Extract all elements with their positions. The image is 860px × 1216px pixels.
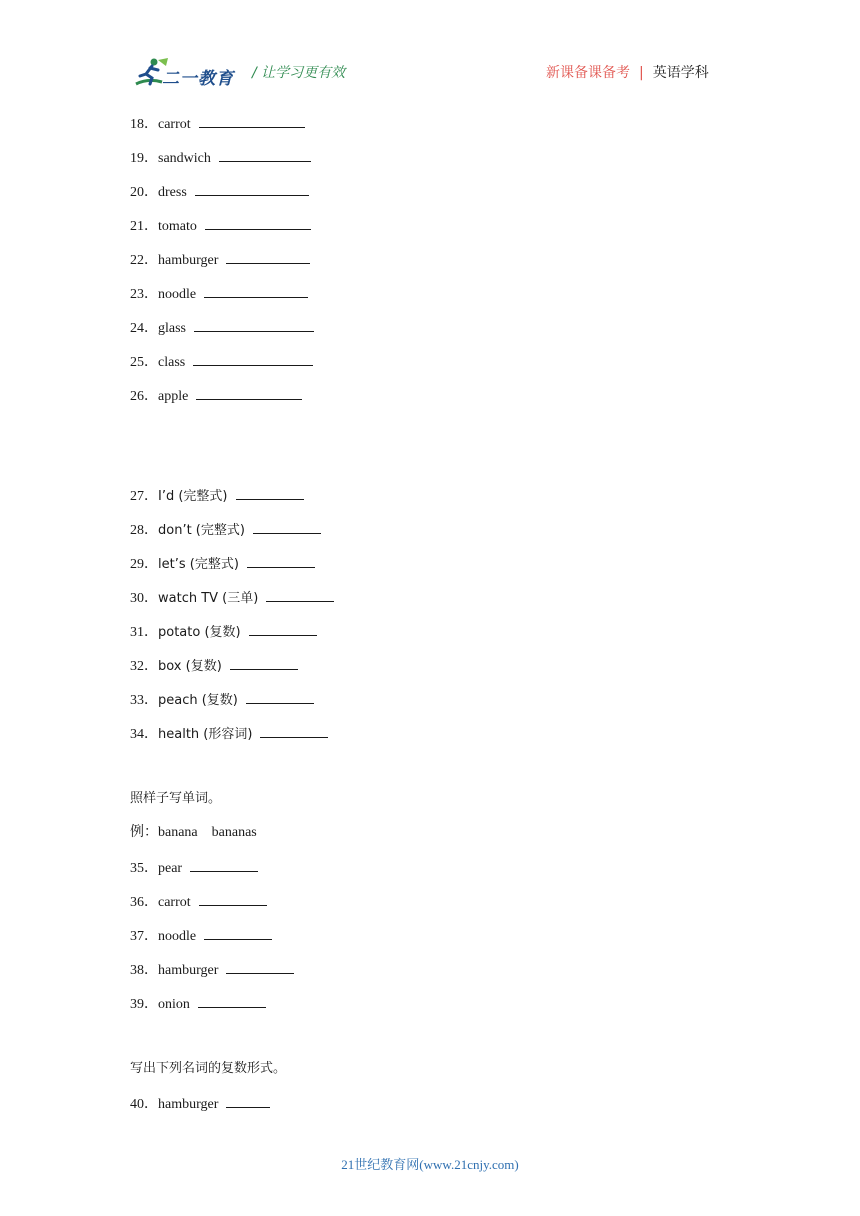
page-header: [0, 0, 860, 100]
question-item: 19．sandwich: [130, 148, 311, 168]
question-item: 40．hamburger: [130, 1094, 270, 1114]
question-item: 32．box (复数): [130, 656, 298, 676]
logo-text: 二一教育: [162, 69, 234, 89]
answer-blank[interactable]: [193, 352, 313, 366]
answer-blank[interactable]: [266, 588, 334, 602]
answer-blank[interactable]: [204, 926, 272, 940]
header-separator: |: [639, 65, 644, 81]
question-item: 33．peach (复数): [130, 690, 314, 710]
answer-blank[interactable]: [204, 284, 308, 298]
answer-blank[interactable]: [253, 520, 321, 534]
question-item: 27．I’d (完整式): [130, 486, 304, 506]
question-item: 23．noodle: [130, 284, 308, 304]
question-item: 36．carrot: [130, 892, 267, 912]
answer-blank[interactable]: [205, 216, 311, 230]
answer-blank[interactable]: [190, 858, 258, 872]
question-item: 35．pear: [130, 858, 258, 878]
answer-blank[interactable]: [194, 318, 314, 332]
header-subject: 英语学科: [652, 65, 709, 81]
question-item: 31．potato (复数): [130, 622, 317, 642]
answer-blank[interactable]: [247, 554, 315, 568]
answer-blank[interactable]: [236, 486, 304, 500]
answer-blank[interactable]: [219, 148, 311, 162]
example-line: 例：banana bananas: [130, 825, 257, 840]
header-course-title: 新课备课备考: [546, 65, 630, 81]
question-item: 26．apple: [130, 386, 302, 406]
section-instruction: 写出下列名词的复数形式。: [130, 1061, 287, 1076]
section-instruction: 照样子写单词。: [130, 791, 222, 806]
question-item: 20．dress: [130, 182, 309, 202]
page-footer: 21世纪教育网(www.21cnjy.com): [341, 1157, 519, 1172]
question-item: 38．hamburger: [130, 960, 294, 980]
answer-blank[interactable]: [230, 656, 298, 670]
answer-blank[interactable]: [226, 250, 310, 264]
question-item: 18．carrot: [130, 114, 305, 134]
answer-blank[interactable]: [195, 182, 309, 196]
question-item: 34．health (形容词): [130, 724, 328, 744]
question-item: 24．glass: [130, 318, 314, 338]
answer-blank[interactable]: [199, 114, 305, 128]
answer-blank[interactable]: [196, 386, 302, 400]
question-item: 39．onion: [130, 994, 266, 1014]
header-right: [546, 62, 709, 82]
answer-blank[interactable]: [246, 690, 314, 704]
answer-blank[interactable]: [226, 1094, 270, 1108]
question-item: 28．don’t (完整式): [130, 520, 321, 540]
question-item: 29．let’s (完整式): [130, 554, 315, 574]
question-item: 25．class: [130, 352, 313, 372]
answer-blank[interactable]: [198, 994, 266, 1008]
question-item: 30．watch TV (三单): [130, 588, 334, 608]
answer-blank[interactable]: [249, 622, 317, 636]
question-item: 21．tomato: [130, 216, 311, 236]
question-item: 37．noodle: [130, 926, 272, 946]
answer-blank[interactable]: [260, 724, 328, 738]
slogan: / 让学习更有效: [252, 65, 346, 81]
question-item: 22．hamburger: [130, 250, 310, 270]
answer-blank[interactable]: [199, 892, 267, 906]
answer-blank[interactable]: [226, 960, 294, 974]
logo: [132, 56, 240, 90]
